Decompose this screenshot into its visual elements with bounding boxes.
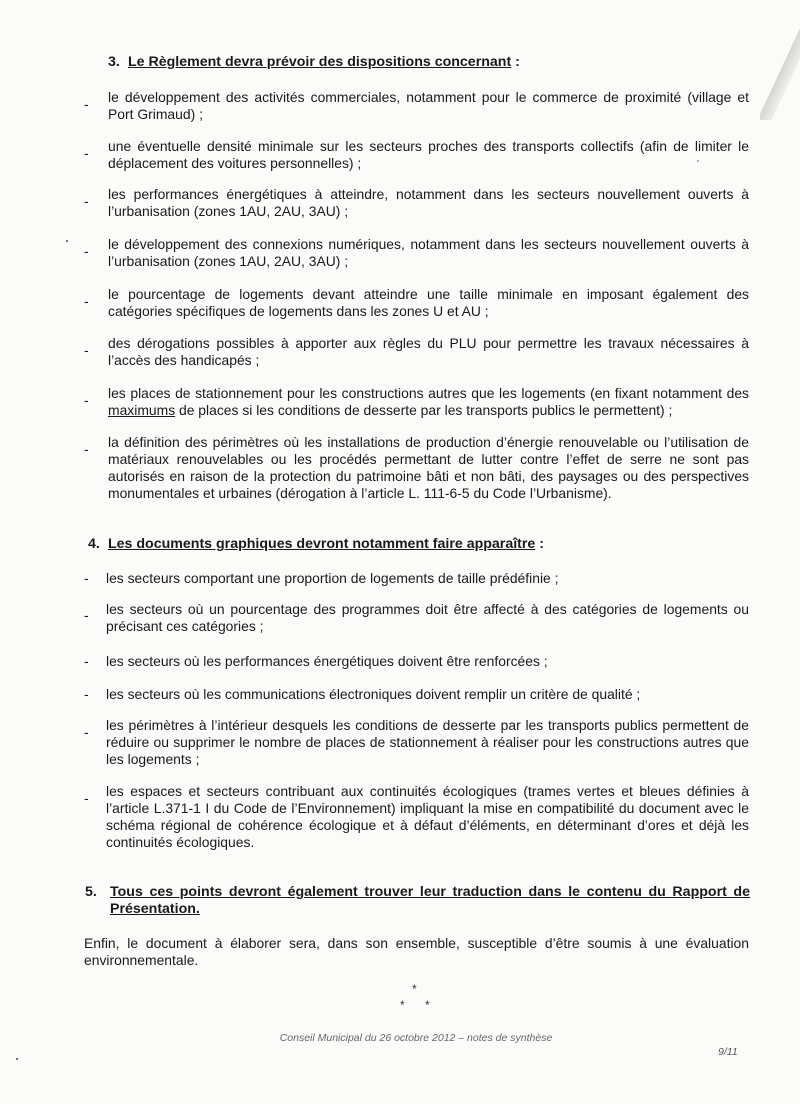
bullet-dash: - [84, 570, 89, 586]
section-title: Les documents graphiques devront notamment faire apparaître [108, 536, 536, 552]
bullet-dash: - [84, 342, 89, 358]
bullet-dash: - [84, 724, 89, 740]
section-title: Tous ces points devront également trouver leur traduction dans le contenu du Rapport de Présentation. [110, 884, 750, 917]
bullet-dash: - [84, 392, 89, 408]
list-item: les espaces et secteurs contribuant aux continuités écologiques (trames vertes et bleues définies à l’article L.371-1 I du Code de l’Environnement) impliquant la mise en compatibilité du document avec le schéma régional de cohérence écologique et à défaut d’éléments, en déterminant d’ores et déjà les continuités écologiques. [106, 783, 749, 850]
star: * [425, 998, 430, 1012]
scan-speck [66, 240, 68, 242]
list-item: la définition des périmètres où les installations de production d’énergie renouvelable ou l’utilisation de matériaux renouvelables ou les procédés permettant de lutter contre l’effet de serre ne sont pas autorisés en raison de la protection du patrimoine bâti et non bâti, des paysages ou des perspectives monumentales et urbaines (dérogation à l’article L. 111-6-5 du Code l’Urbanisme). [108, 434, 749, 501]
list-item: des dérogations possibles à apporter aux règles du PLU pour permettre les travaux nécessaires à l’accès des handicapés ; [108, 335, 749, 368]
list-item: les secteurs où les communications électroniques doivent remplir un critère de qualité ; [106, 686, 641, 702]
list-item: les secteurs comportant une proportion de logements de taille prédéfinie ; [106, 570, 559, 586]
scan-speck [16, 1058, 18, 1060]
section-colon: : [535, 536, 544, 552]
list-item-parking: les places de stationnement pour les constructions autres que les logements (en fixant notamment des maximums de places si les conditions de desserte par les transports publics le permettent) ; [108, 385, 749, 418]
scan-speck [697, 160, 699, 162]
list-item: le développement des connexions numériques, notamment dans les secteurs nouvellement ouverts à l’urbanisation (zones 1AU, 2AU, 3AU) ; [108, 236, 749, 269]
section-number: 3. [108, 54, 120, 70]
list-item: le pourcentage de logements devant atteindre une taille minimale en imposant également des catégories spécifiques de logements dans les zones U et AU ; [108, 286, 749, 319]
bullet-dash: - [84, 686, 89, 702]
bullet-dash: - [84, 293, 89, 309]
page-footer: Conseil Municipal du 26 octobre 2012 – notes de synthèse [279, 1032, 553, 1044]
closing-paragraph: Enfin, le document à élaborer sera, dans son ensemble, susceptible d’être soumis à une évaluation environnementale. [84, 935, 749, 968]
section-number: 4. [88, 536, 100, 552]
list-item: les périmètres à l’intérieur desquels les conditions de desserte par les transports publics permettent de réduire ou supprimer le nombre de places de stationnement à réaliser pour les constructions autres que les logements ; [106, 717, 749, 767]
section-4-heading [88, 536, 544, 553]
list-item: une éventuelle densité minimale sur les secteurs proches des transports collectifs (afin de limiter le déplacement des voitures personnelles) ; [108, 138, 749, 171]
list-item: les secteurs où les performances énergétiques doivent être renforcées ; [106, 653, 548, 669]
section-3-heading [108, 54, 520, 71]
section-number: 5. [85, 884, 97, 900]
underlined-word: maximums [108, 402, 176, 418]
page-number: 9/11 [718, 1046, 738, 1058]
star: * [400, 998, 405, 1012]
bullet-dash: - [84, 607, 89, 623]
bullet-dash: - [84, 243, 89, 259]
scan-edge [760, 0, 800, 120]
section-5-heading [85, 884, 750, 918]
section-title: Le Règlement devra prévoir des dispositions concernant [128, 54, 512, 70]
list-item: les secteurs où un pourcentage des programmes doit être affecté à des catégories de logements ou précisant ces catégories ; [106, 601, 749, 634]
bullet-dash: - [84, 790, 89, 806]
list-item: les performances énergétiques à atteindre, notamment dans les secteurs nouvellement ouverts à l’urbanisation (zones 1AU, 2AU, 3AU) ; [108, 186, 749, 219]
bullet-dash: - [84, 441, 89, 457]
bullet-dash: - [84, 96, 89, 112]
section-colon: : [511, 54, 520, 70]
asterism [390, 982, 440, 1012]
bullet-dash: - [84, 145, 89, 161]
bullet-dash: - [84, 653, 89, 669]
bullet-dash: - [84, 193, 89, 209]
star: * [412, 982, 417, 996]
list-item: le développement des activités commerciales, notamment pour le commerce de proximité (village et Port Grimaud) ; [108, 89, 749, 122]
